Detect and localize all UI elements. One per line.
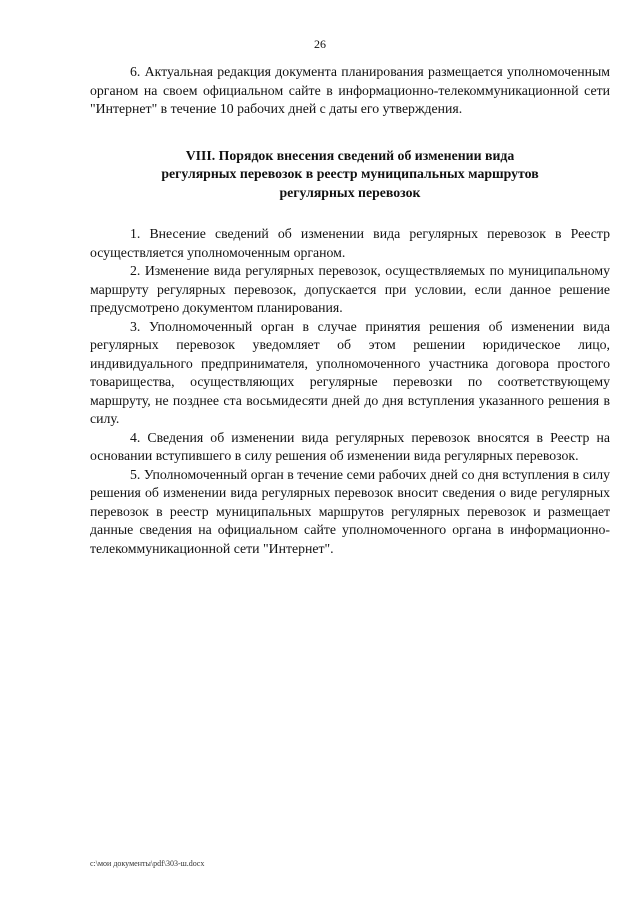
paragraph-3: 3. Уполномоченный орган в случае принятия решения об изменении вида регулярных перевозок уведомляет об этом решении юридическое лицо, индивидуального предпринимателя, уполномоченного участника договора простого товарищества, осуществляющих регулярные перевозки по соответствующему маршруту, не позднее ста восьмидесяти дней до дня вступления указанного решения в силу.: [90, 318, 610, 426]
section-heading-line-2: регулярных перевозок в реестр муниципальных маршрутов: [161, 166, 539, 181]
paragraph-4: 4. Сведения об изменении вида регулярных перевозок вносятся в Реестр на основании вступившего в силу решения об изменении вида регулярных перевозок.: [90, 429, 610, 463]
paragraph-2: 2. Изменение вида регулярных перевозок, осуществляемых по муниципальному маршруту регулярных перевозок, допускается при условии, если данное решение предусмотрено документом планирования.: [90, 263, 610, 315]
intro-paragraph: 6. Актуальная редакция документа планирования размещается уполномоченным органом на своем официальном сайте в информационно-телекоммуникационной сети "Интернет" в течение 10 рабочих дней с даты его утверждения.: [90, 64, 610, 116]
page-number: 26: [314, 37, 326, 51]
paragraph-1: 1. Внесение сведений об изменении вида регулярных перевозок в Реестр осуществляется уполномоченным органом.: [90, 226, 610, 260]
section-heading-line-1: VIII. Порядок внесения сведений об изменении вида: [185, 147, 515, 163]
document-body: [90, 63, 610, 558]
section-heading: [90, 147, 610, 203]
section-heading-line-3: регулярных перевозок: [279, 184, 421, 200]
footer-file-path: c:\мои документы\pdf\303-ш.docx: [90, 859, 205, 868]
paragraph-5: 5. Уполномоченный орган в течение семи рабочих дней со дня вступления в силу решения об изменении вида регулярных перевозок вносит сведения о виде регулярных перевозок в реестр муниципальных маршрутов регулярных перевозок и размещает данные сведения на официальном сайте уполномоченного органа в информационно-телекоммуникационной сети "Интернет".: [90, 466, 610, 556]
